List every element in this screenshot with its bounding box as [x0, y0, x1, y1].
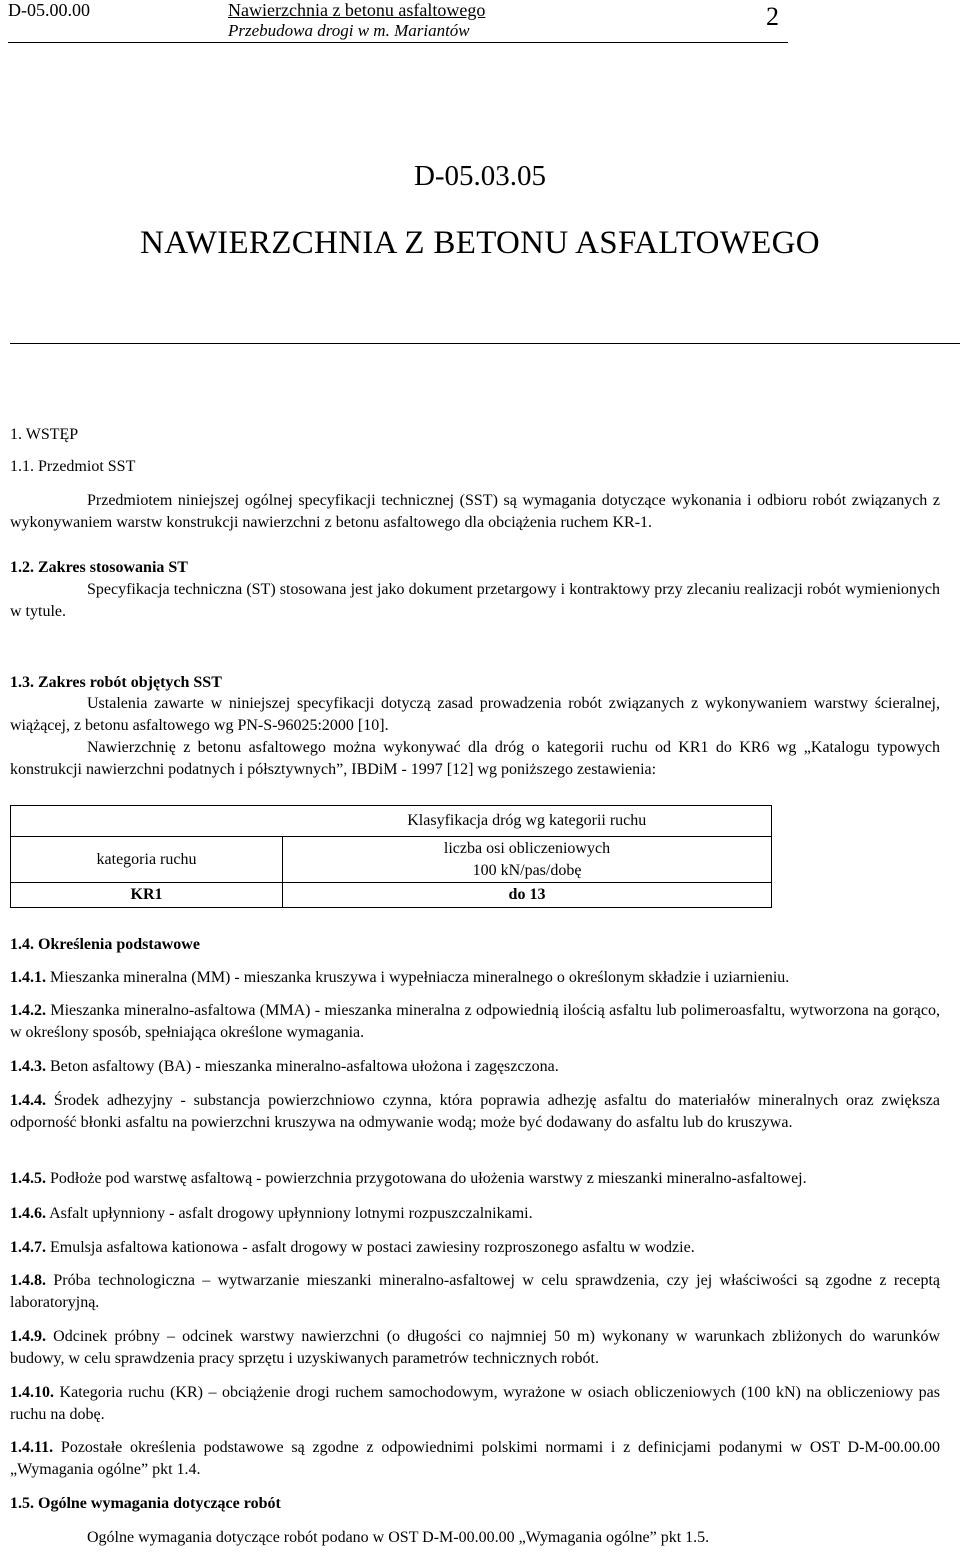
- title-divider: [10, 343, 960, 344]
- section-heading-1-3: 1.3. Zakres robót objętych SST: [10, 674, 222, 691]
- page-number: 2: [766, 2, 779, 31]
- table-col-category: kategoria ruchu: [11, 837, 283, 883]
- section-1-5-text: Ogólne wymagania dotyczące robót podano w OST D-M-00.00.00 „Wymagania ogólne” pkt 1.5.: [87, 1529, 710, 1546]
- definition-item: 1.4.10. Kategoria ruchu (KR) – obciążenie drogi ruchem samochodowym, wyrażone w osiach obliczeniowych (100 kN) na obliczeniowy pas ruchu na dobę.: [10, 1384, 941, 1423]
- definition-item: 1.4.4. Środek adhezyjny - substancja powierzchniowo czynna, która poprawia adhezję asfaltu do materiałów mineralnych oraz zwiększa odporność błonki asfaltu na powierzchni kruszywa na odmywanie wodą; może być dodawany do asfaltu lub do kruszywa.: [10, 1092, 941, 1131]
- section-1-3-text-1: Ustalenia zawarte w niniejszej specyfikacji dotyczą zasad prowadzenia robót związanych z wykonywaniem warstwy ścieralnej, wiążącej, z betonu asfaltowego wg PN-S-96025:2000 [10].: [10, 695, 940, 734]
- traffic-category-table: [10, 805, 772, 908]
- definition-item: 1.4.8. Próba technologiczna – wytwarzanie mieszanki mineralno-asfaltowej w celu sprawdzenia, czy jej właściwości są zgodne z receptą laboratoryjną.: [10, 1272, 941, 1311]
- table-header: Klasyfikacja dróg wg kategorii ruchu: [283, 806, 772, 837]
- section-heading-1-1: 1.1. Przedmiot SST: [10, 458, 136, 475]
- section-heading-1-5: 1.5. Ogólne wymagania dotyczące robót: [10, 1495, 281, 1512]
- definition-item: 1.4.2. Mieszanka mineralno-asfaltowa (MMA) - mieszanka mineralna z odpowiednią ilością asfaltu lub polimeroasfaltu, wytworzona na gorąco, w określony sposób, spełniająca określone wymagania.: [10, 1002, 941, 1041]
- table-col-axles: [283, 837, 772, 883]
- table-header-spacer: [11, 806, 283, 837]
- definition-item: 1.4.3. Beton asfaltowy (BA) - mieszanka mineralno-asfaltowa ułożona i zagęszczona.: [10, 1058, 559, 1075]
- header-subtitle: Przebudowa drogi w m. Mariantów: [228, 21, 470, 40]
- section-heading-1: 1. WSTĘP: [10, 426, 79, 443]
- definition-item: 1.4.1. Mieszanka mineralna (MM) - mieszanka kruszywa i wypełniacza mineralnego o określonym składzie i uziarnieniu.: [10, 969, 790, 986]
- definition-item: 1.4.9. Odcinek próbny – odcinek warstwy nawierzchni (o długości co najmniej 50 m) wykonany w warunkach zbliżonych do warunków budowy, w celu sprawdzenia pracy sprzętu i uzyskiwanych parametrów technicznych robót.: [10, 1328, 941, 1367]
- header-title: Nawierzchnia z betonu asfaltowego: [228, 0, 486, 20]
- section-heading-1-4: 1.4. Określenia podstawowe: [10, 936, 200, 953]
- definition-item: 1.4.11. Pozostałe określenia podstawowe są zgodne z odpowiednimi polskimi normami i z definicjami podanymi w OST D-M-00.00.00 „Wymagania ogólne” pkt 1.4.: [10, 1439, 940, 1478]
- table-col-axles-line1: liczba osi obliczeniowych: [443, 839, 611, 857]
- doc-code: D-05.03.05: [413, 160, 547, 192]
- table-cell-axles: do 13: [283, 883, 772, 908]
- table-col-axles-line2: 100 kN/pas/dobę: [472, 861, 582, 879]
- doc-title: NAWIERZCHNIA Z BETONU ASFALTOWEGO: [140, 225, 820, 261]
- section-1-2-text: Specyfikacja techniczna (ST) stosowana jest jako dokument przetargowy i kontraktowy przy zlecaniu realizacji robót wymienionych w tytule.: [10, 581, 940, 620]
- definition-item: 1.4.7. Emulsja asfaltowa kationowa - asfalt drogowy w postaci zawiesiny rozproszonego asfaltu w wodzie.: [10, 1239, 695, 1256]
- header-doc-code: D-05.00.00: [8, 0, 90, 20]
- header-divider: [8, 42, 788, 43]
- section-heading-1-2: 1.2. Zakres stosowania ST: [10, 559, 188, 576]
- section-1-3-text-2: Nawierzchnię z betonu asfaltowego można wykonywać dla dróg o kategorii ruchu od KR1 do KR6 wg „Katalogu typowych konstrukcji nawierzchni podatnych i półsztywnych”, IBDiM - 1997 [12] wg poniższego zestawienia:: [10, 739, 940, 778]
- table-cell-category: KR1: [11, 883, 283, 908]
- definition-item: 1.4.5. Podłoże pod warstwę asfaltową - powierzchnia przygotowana do ułożenia warstwy z mieszanki mineralno-asfaltowej.: [10, 1170, 807, 1187]
- section-1-1-text: Przedmiotem niniejszej ogólnej specyfikacji technicznej (SST) są wymagania dotyczące wykonania i odbioru robót związanych z wykonywaniem warstw konstrukcji nawierzchni z betonu asfaltowego dla obciążenia ruchem KR-1.: [10, 492, 940, 531]
- definition-item: 1.4.6. Asfalt upłynniony - asfalt drogowy upłynniony lotnymi rozpuszczalnikami.: [10, 1205, 533, 1222]
